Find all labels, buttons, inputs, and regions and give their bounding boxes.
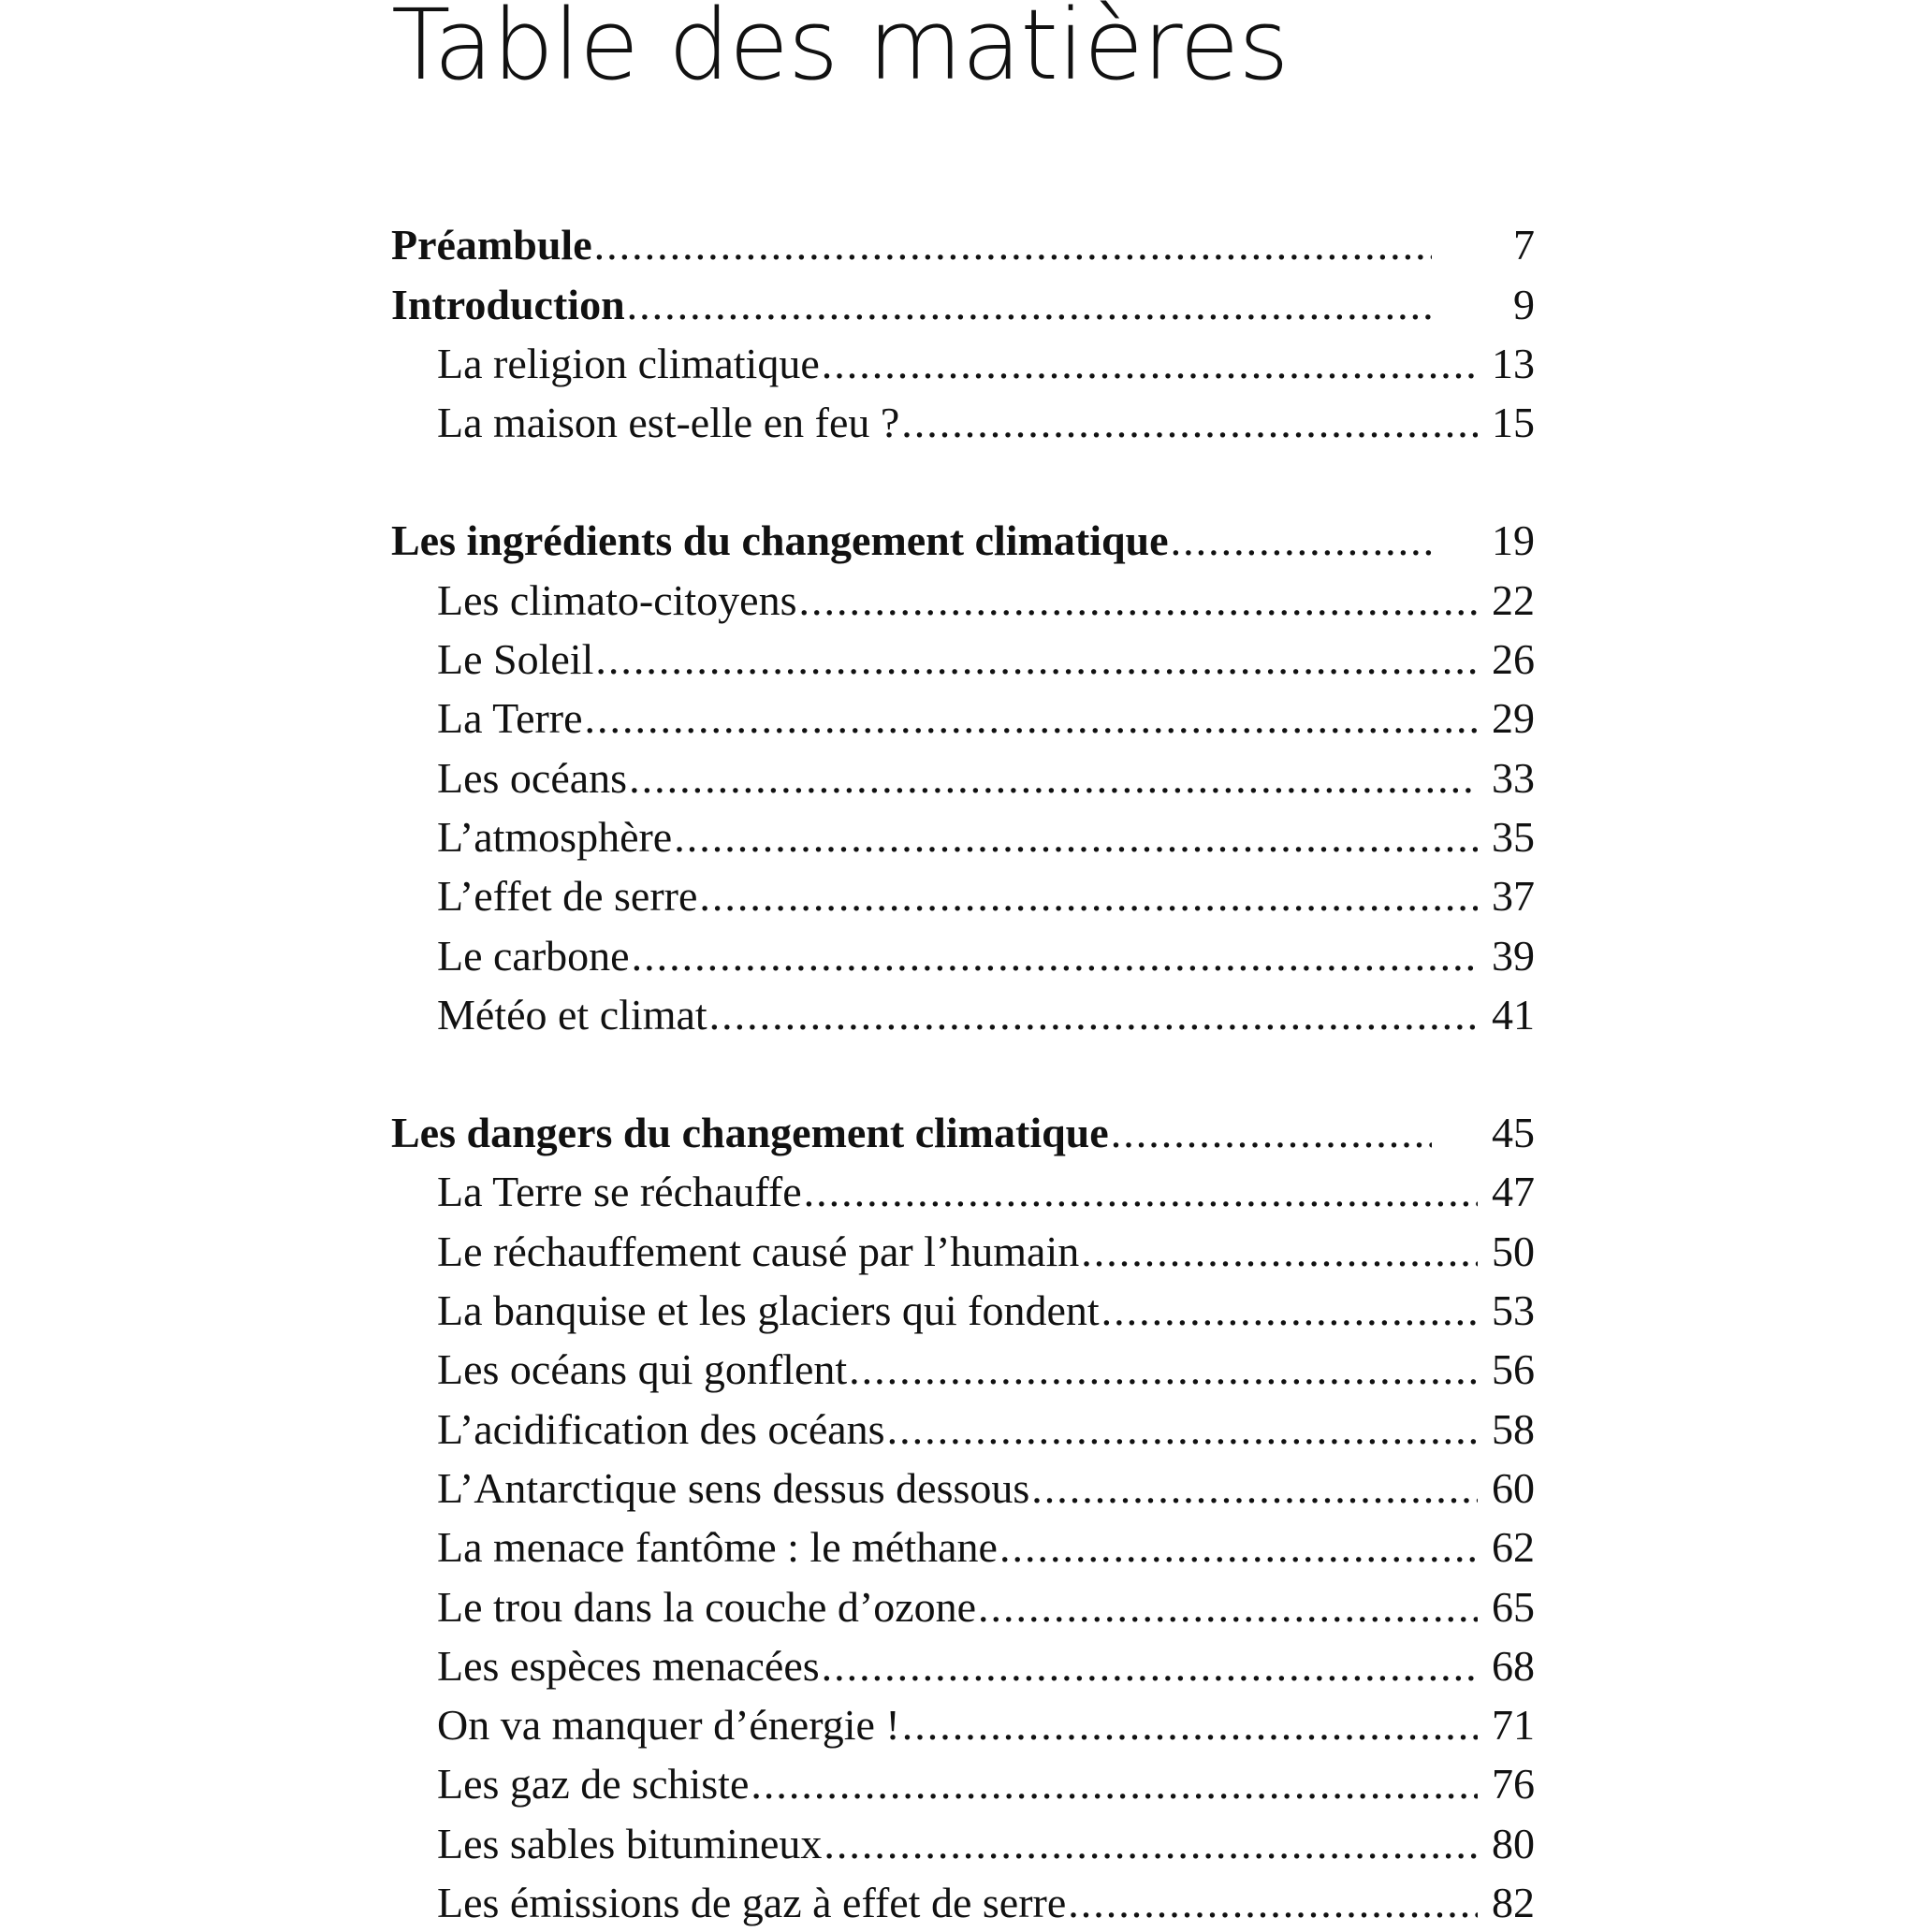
dot-leader — [1111, 1103, 1432, 1162]
toc-page-number: 76 — [1492, 1760, 1535, 1809]
toc-entry-label-wrap — [391, 1340, 1478, 1399]
toc-section-entry — [391, 570, 1535, 629]
toc-entry-title: Introduction — [391, 280, 625, 328]
dot-leader — [1068, 1873, 1478, 1932]
toc-page-number: 26 — [1492, 635, 1535, 684]
toc-entry-label-wrap — [391, 807, 1478, 866]
toc-entry-label-wrap — [391, 866, 1478, 925]
toc-entry-title: Le réchauffement causé par l’humain — [437, 1227, 1080, 1275]
toc-page-number: 19 — [1492, 516, 1535, 565]
dot-leader — [822, 1636, 1478, 1695]
toc-page-number: 22 — [1492, 575, 1535, 624]
toc-list — [391, 215, 1535, 1932]
toc-entry-title: La Terre se réchauffe — [437, 1168, 802, 1216]
dot-leader — [887, 1400, 1478, 1459]
toc-page-number: 68 — [1492, 1641, 1535, 1690]
dot-leader — [1031, 1459, 1478, 1518]
toc-page-number: 62 — [1492, 1523, 1535, 1572]
toc-entry-title: Météo et climat — [437, 990, 707, 1039]
toc-entry-label-wrap — [391, 1459, 1478, 1518]
dot-leader — [822, 334, 1478, 393]
toc-entry-title: L’atmosphère — [437, 812, 673, 861]
toc-entry-title: On va manquer d’énergie ! — [437, 1701, 900, 1750]
toc-entry-title: Les gaz de schiste — [437, 1760, 750, 1809]
dot-leader — [627, 275, 1432, 334]
toc-page-number: 15 — [1492, 399, 1535, 447]
toc-entry-title: Le Soleil — [437, 635, 594, 684]
toc-entry-label-wrap — [391, 1281, 1478, 1340]
toc-entry-title: La Terre — [437, 694, 583, 743]
toc-chapter-entry — [391, 274, 1535, 333]
dot-leader — [804, 1162, 1478, 1221]
toc-entry-label-wrap — [391, 215, 1432, 274]
toc-entry-label-wrap — [391, 630, 1478, 689]
toc-entry-label-wrap — [391, 926, 1478, 985]
toc-section-entry — [391, 689, 1535, 748]
toc-entry-label-wrap — [391, 1814, 1478, 1873]
toc-chapter-entry — [391, 1103, 1535, 1162]
toc-entry-label-wrap — [391, 1400, 1478, 1459]
dot-leader — [799, 571, 1479, 630]
toc-page-number: 13 — [1492, 339, 1535, 387]
toc-entry-label-wrap — [391, 1222, 1478, 1281]
toc-entry-label-wrap — [391, 1103, 1432, 1162]
toc-page-number: 7 — [1513, 221, 1535, 269]
toc-entry-label-wrap — [391, 1873, 1478, 1932]
toc-entry-title: Les ingrédients du changement climatique — [391, 516, 1169, 565]
dot-leader — [849, 1340, 1478, 1399]
dot-leader — [1171, 511, 1432, 570]
toc-section-entry — [391, 1518, 1535, 1576]
toc-page-number: 45 — [1492, 1109, 1535, 1157]
toc-section-entry — [391, 1281, 1535, 1340]
toc-section-entry — [391, 393, 1535, 452]
toc-page-number: 39 — [1492, 931, 1535, 980]
toc-entry-title: La banquise et les glaciers qui fondent — [437, 1286, 1100, 1335]
toc-entry-label-wrap — [391, 748, 1478, 807]
toc-page-number: 71 — [1492, 1701, 1535, 1750]
toc-section-entry — [391, 1340, 1535, 1399]
toc-entry-label-wrap — [391, 571, 1478, 630]
toc-entry-title: Les émissions de gaz à effet de serre — [437, 1879, 1067, 1927]
toc-entry-title: Les dangers du changement climatique — [391, 1109, 1109, 1157]
toc-entry-label-wrap — [391, 1754, 1478, 1813]
toc-section-entry — [391, 630, 1535, 689]
toc-page-number: 82 — [1492, 1879, 1535, 1927]
toc-entry-title: Le trou dans la couche d’ozone — [437, 1582, 977, 1631]
toc-entry-label-wrap — [391, 1695, 1478, 1754]
dot-leader — [594, 215, 1432, 274]
toc-entry-label-wrap — [391, 275, 1432, 334]
toc-entry-title: Les océans — [437, 753, 628, 802]
toc-entry-title: La maison est-elle en feu ? — [437, 399, 900, 447]
toc-entry-title: Les espèces menacées — [437, 1641, 820, 1690]
toc-section-entry — [391, 925, 1535, 984]
toc-entry-label-wrap — [391, 511, 1432, 570]
toc-section-entry — [391, 1162, 1535, 1221]
toc-section-entry — [391, 1399, 1535, 1458]
toc-entry-title: Préambule — [391, 221, 592, 269]
toc-page-number: 60 — [1492, 1463, 1535, 1512]
toc-page-number: 80 — [1492, 1819, 1535, 1867]
toc-entry-label-wrap — [391, 985, 1478, 1044]
toc-section-entry — [391, 807, 1535, 866]
toc-chapter-entry — [391, 511, 1535, 570]
toc-entry-label-wrap — [391, 1162, 1478, 1221]
dot-leader — [595, 630, 1478, 689]
toc-entry-title: L’Antarctique sens dessus dessous — [437, 1463, 1030, 1512]
toc-page-number: 41 — [1492, 990, 1535, 1039]
dot-leader — [709, 985, 1478, 1044]
toc-section-entry — [391, 866, 1535, 925]
toc-section-entry — [391, 985, 1535, 1044]
dot-leader — [824, 1814, 1478, 1873]
dot-leader — [751, 1754, 1478, 1813]
dot-leader — [1081, 1222, 1478, 1281]
toc-page-number: 53 — [1492, 1286, 1535, 1335]
toc-section-entry — [391, 1636, 1535, 1695]
dot-leader — [585, 689, 1478, 748]
toc-entry-label-wrap — [391, 1636, 1478, 1695]
toc-section-entry — [391, 1873, 1535, 1932]
dot-leader — [902, 1695, 1478, 1754]
toc-page-number: 37 — [1492, 872, 1535, 921]
dot-leader — [632, 926, 1478, 985]
toc-entry-label-wrap — [391, 334, 1478, 393]
dot-leader — [1101, 1281, 1478, 1340]
toc-page-number: 9 — [1513, 280, 1535, 328]
toc-section-entry — [391, 748, 1535, 806]
toc-section-entry — [391, 1695, 1535, 1754]
toc-section-entry — [391, 1813, 1535, 1872]
toc-entry-title: La religion climatique — [437, 339, 820, 387]
toc-entry-label-wrap — [391, 1577, 1478, 1636]
toc-section-entry — [391, 1754, 1535, 1813]
toc-page-number: 65 — [1492, 1582, 1535, 1631]
toc-entry-title: L’acidification des océans — [437, 1404, 885, 1453]
toc-entry-label-wrap — [391, 689, 1478, 748]
page-title: Table des matières — [391, 0, 1289, 102]
toc-page-number: 56 — [1492, 1345, 1535, 1394]
toc-page-number: 58 — [1492, 1404, 1535, 1453]
toc-page-number: 29 — [1492, 694, 1535, 743]
toc-entry-title: Le carbone — [437, 931, 630, 980]
toc-entry-title: La menace fantôme : le méthane — [437, 1523, 998, 1572]
toc-chapter-entry — [391, 215, 1535, 274]
toc-section-entry — [391, 1459, 1535, 1518]
toc-entry-title: Les sables bitumineux — [437, 1819, 823, 1867]
dot-leader — [699, 866, 1478, 925]
toc-entry-title: Les océans qui gonflent — [437, 1345, 848, 1394]
toc-section-entry — [391, 1221, 1535, 1280]
dot-leader — [629, 748, 1478, 807]
toc-entry-title: L’effet de serre — [437, 872, 698, 921]
dot-leader — [999, 1518, 1478, 1576]
dot-leader — [674, 807, 1478, 866]
dot-leader — [901, 393, 1478, 452]
toc-entry-title: Les climato-citoyens — [437, 575, 797, 624]
toc-page-number: 47 — [1492, 1168, 1535, 1216]
toc-page-number: 35 — [1492, 812, 1535, 861]
toc-section-entry — [391, 1576, 1535, 1635]
dot-leader — [978, 1577, 1478, 1636]
toc-section-entry — [391, 334, 1535, 393]
toc-page-number: 33 — [1492, 753, 1535, 802]
toc-entry-label-wrap — [391, 393, 1478, 452]
toc-page-number: 50 — [1492, 1227, 1535, 1275]
toc-entry-label-wrap — [391, 1518, 1478, 1576]
